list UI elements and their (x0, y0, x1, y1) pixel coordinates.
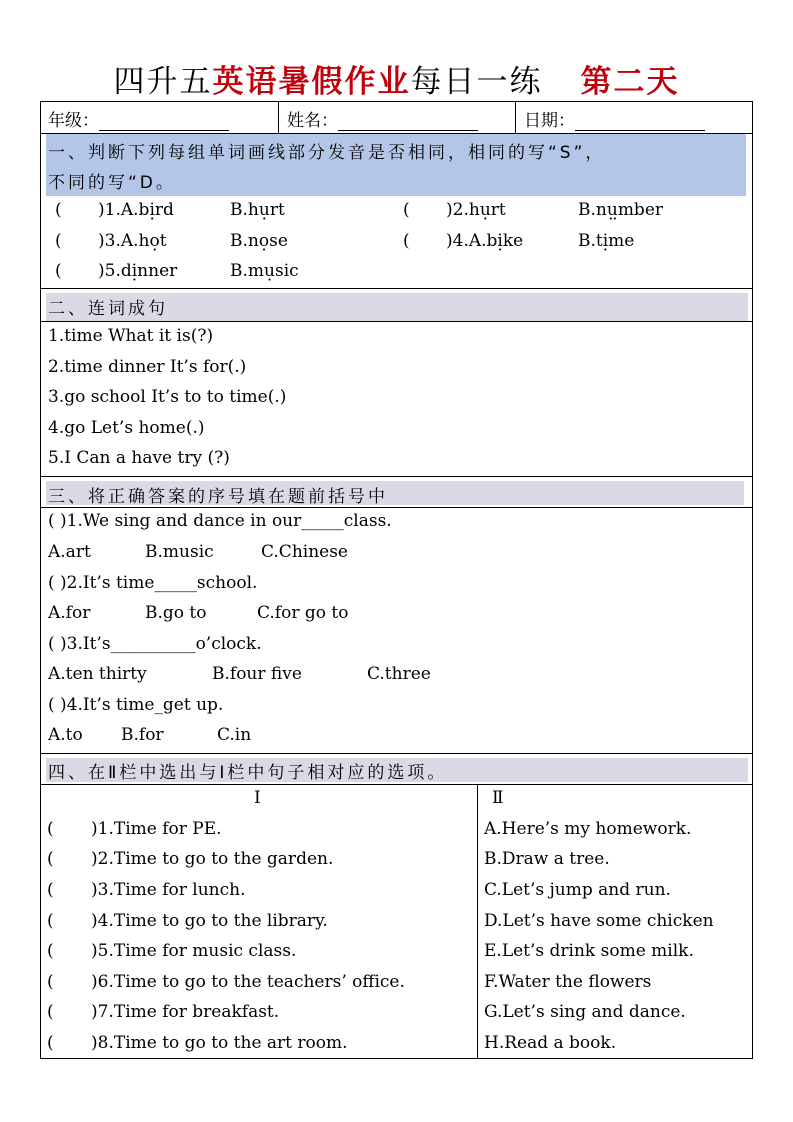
s1-item5-b: B.mu ·sic (230, 261, 299, 281)
s1-item2-a: )2.hu ·rt (446, 200, 506, 220)
s4-left-2: )2.Time to go to the garden. (91, 849, 334, 869)
s3-q2-opt-b: B.go to (145, 603, 207, 623)
s4-left-3: )3.Time for lunch. (91, 880, 246, 900)
column-divider (477, 784, 478, 1059)
s3-q1-opt-a: A.art (48, 542, 91, 562)
s4-paren[interactable]: ( (47, 972, 54, 992)
s4-left-5: )5.Time for music class. (91, 941, 297, 961)
section1-instruction-line2: 不同的写“D。 (48, 173, 176, 193)
s2-line-3: 3.go school It’s to to time(.) (48, 387, 287, 407)
s4-right-h: H.Read a book. (484, 1033, 617, 1053)
s4-paren[interactable]: ( (47, 941, 54, 961)
col1-heading: Ⅰ (254, 788, 261, 808)
name-field[interactable]: 姓名： (287, 106, 478, 131)
s4-right-b: B.Draw a tree. (484, 849, 610, 869)
title-highlight: 英语暑假作业 (212, 64, 411, 100)
s4-left-6: )6.Time to go to the teachers’ office. (91, 972, 405, 992)
s1-paren[interactable]: ( (55, 200, 62, 220)
s1-item1-b: B.hu ·rt (230, 200, 285, 220)
s2-line-2: 2.time dinner It’s for(.) (48, 357, 247, 377)
date-field[interactable]: 日期： (524, 106, 705, 131)
section4-title: 四、在Ⅱ栏中选出与Ⅰ栏中句子相对应的选项。 (48, 763, 448, 783)
s3-q4-opt-c: C.in (217, 725, 252, 745)
s4-left-8: )8.Time to go to the art room. (91, 1033, 348, 1053)
s1-paren[interactable]: ( (55, 231, 62, 251)
s4-paren[interactable]: ( (47, 1002, 54, 1022)
s3-q4-opt-b: B.for (121, 725, 164, 745)
s1-paren[interactable]: ( (55, 261, 62, 281)
s4-right-g: G.Let’s sing and dance. (484, 1002, 686, 1022)
s2-line-1: 1.time What it is(?) (48, 326, 214, 346)
s1-item4-a: )4.A.bi ·ke (446, 231, 523, 251)
s4-right-d: D.Let’s have some chicken (484, 911, 714, 931)
s1-item2-b: B.nu ··mber (578, 200, 663, 220)
s1-item1-a: )1.A.bi ·rd (98, 200, 174, 220)
s4-left-7: )7.Time for breakfast. (91, 1002, 280, 1022)
s3-q4-opt-a: A.to (48, 725, 83, 745)
worksheet (40, 101, 753, 1059)
s1-item5-a: )5.di ·nner (98, 261, 177, 281)
s4-left-1: )1.Time for PE. (91, 819, 222, 839)
s1-paren[interactable]: ( (403, 200, 410, 220)
s3-q1-opt-b: B.music (145, 542, 214, 562)
s3-q2-opt-c: C.for go to (257, 603, 349, 623)
s1-paren[interactable]: ( (403, 231, 410, 251)
title-day: 第二天 (580, 64, 680, 100)
grade-field[interactable]: 年级： (48, 106, 229, 131)
col2-heading: Ⅱ (492, 788, 504, 808)
s4-right-e: E.Let’s drink some milk. (484, 941, 694, 961)
s3-q1-stem[interactable]: ( )1.We sing and dance in our_____class. (48, 511, 392, 531)
s4-paren[interactable]: ( (47, 819, 54, 839)
s2-line-5: 5.I Can a have try (?) (48, 448, 230, 468)
s1-item3-b: B.no ·se (230, 231, 288, 251)
s3-q3-opt-c: C.three (367, 664, 431, 684)
s1-item3-a: )3.A.ho ·t (98, 231, 167, 251)
s2-line-4: 4.go Let’s home(.) (48, 418, 205, 438)
s4-left-4: )4.Time to go to the library. (91, 911, 328, 931)
section3-title: 三、将正确答案的序号填在题前括号中 (48, 487, 388, 507)
s3-q2-stem[interactable]: ( )2.It’s time_____school. (48, 573, 258, 593)
s3-q4-stem[interactable]: ( )4.It’s time_get up. (48, 695, 224, 715)
section1-instruction-line1: 一、判断下列每组单词画线部分发音是否相同，相同的写“S”， (48, 143, 606, 163)
title-prefix: 四升五 (113, 64, 213, 100)
s4-right-a: A.Here’s my homework. (484, 819, 692, 839)
s4-paren[interactable]: ( (47, 1033, 54, 1053)
section2-title: 二、连词成句 (48, 299, 168, 319)
s3-q3-stem[interactable]: ( )3.It’s__________o’clock. (48, 634, 262, 654)
s4-paren[interactable]: ( (47, 849, 54, 869)
s4-right-c: C.Let’s jump and run. (484, 880, 671, 900)
s4-paren[interactable]: ( (47, 880, 54, 900)
s4-right-f: F.Water the flowers (484, 972, 652, 992)
title-suffix: 每日一练 (410, 64, 543, 100)
s3-q3-opt-a: A.ten thirty (48, 664, 147, 684)
s3-q2-opt-a: A.for (48, 603, 91, 623)
s3-q3-opt-b: B.four five (212, 664, 302, 684)
page-title (0, 56, 793, 101)
s3-q1-opt-c: C.Chinese (261, 542, 348, 562)
s4-paren[interactable]: ( (47, 911, 54, 931)
s1-item4-b: B.ti ·me (578, 231, 634, 251)
